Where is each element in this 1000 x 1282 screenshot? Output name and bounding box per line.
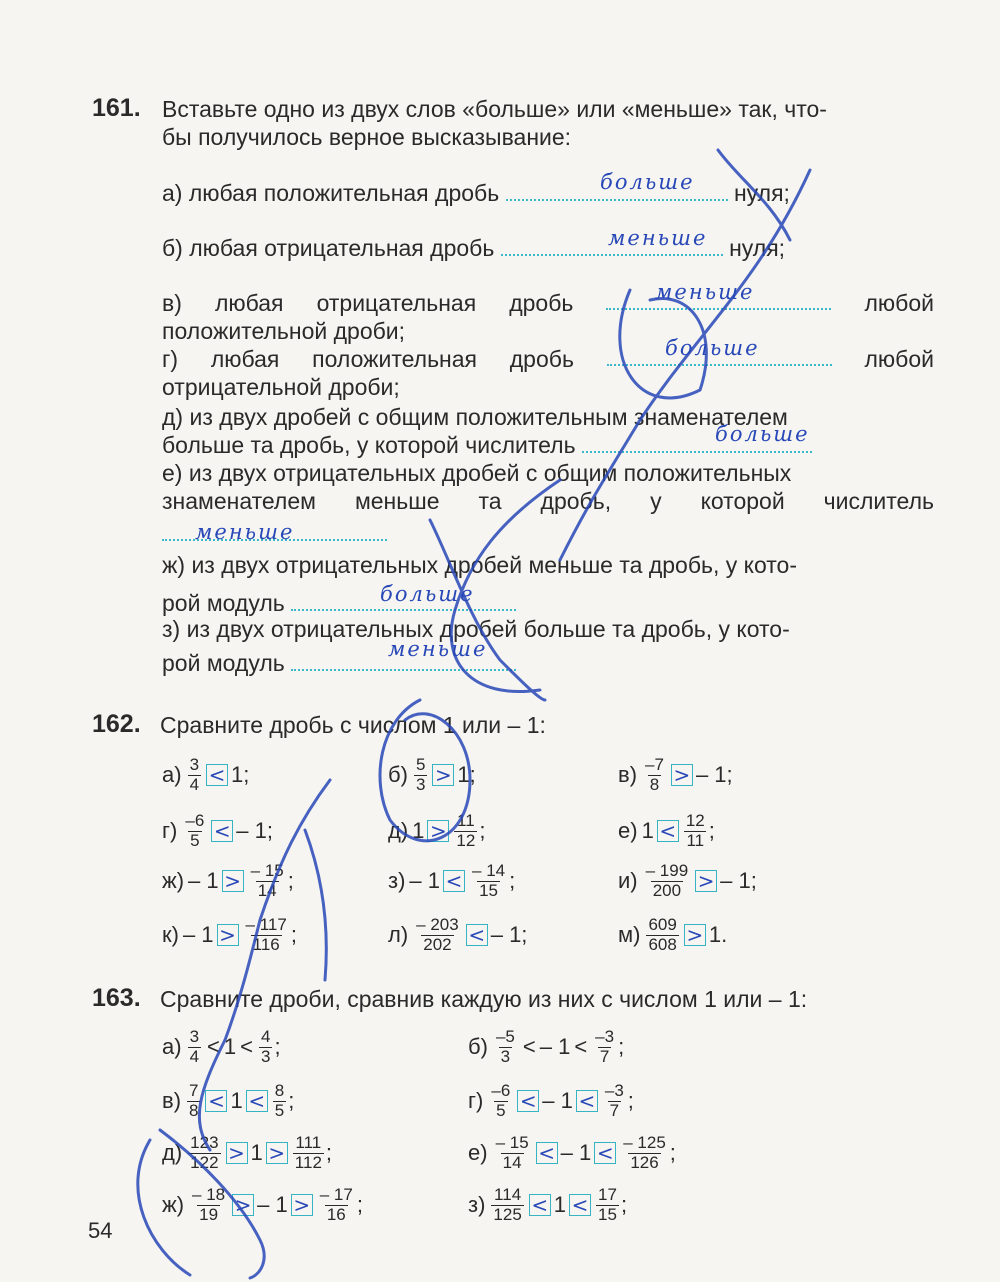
handwritten-answer-161b: меньше: [608, 226, 708, 250]
compare-box-163d-2[interactable]: >: [266, 1142, 288, 1164]
item-162e: е) 1 < $\frac{12}{11}$ ;: [618, 811, 715, 850]
compare-box-163d-1[interactable]: >: [226, 1142, 248, 1164]
item-161d-line2: больше та дробь, у которой числитель: [162, 432, 812, 459]
fraction: $\frac{17}{15}$: [598, 1185, 617, 1224]
compare-box-163e-1[interactable]: <: [536, 1142, 558, 1164]
fraction: $\frac{114}{125}$: [493, 1185, 522, 1224]
fraction: $\frac{3}{4}$: [189, 755, 200, 794]
fraction: $\frac{- 18}{19}$: [192, 1185, 226, 1224]
item-162m: м) $\frac{609}{608}$ > 1.: [618, 915, 728, 954]
handwritten-answer-161zh: больше: [380, 582, 475, 606]
item-161g: г) любая положительная дробь любой: [162, 346, 934, 372]
item-161g-line2: отрицательной дроби;: [162, 374, 400, 400]
fraction: $\frac{-5}{3}$: [495, 1027, 515, 1066]
compare-box-162m[interactable]: >: [684, 924, 706, 946]
scribble-stroke: [305, 830, 326, 980]
item-161b: б) любая отрицательная дробь нуля;: [162, 235, 786, 261]
handwritten-answer-161z: меньше: [388, 637, 488, 661]
fraction: $\frac{-6}{5}$: [185, 811, 205, 850]
fraction: $\frac{- 117}{116}$: [245, 915, 287, 954]
fraction: $\frac{-6}{5}$: [491, 1081, 511, 1120]
compare-box-162z[interactable]: <: [443, 870, 465, 892]
item-161a: а) любая положительная дробь нуля;: [162, 180, 790, 206]
compare-box-163g-2[interactable]: <: [576, 1090, 598, 1112]
item-163b: б) $\frac{-5}{3}$ < – 1 < $\frac{-3}{7}$ ;: [468, 1027, 625, 1066]
item-161e-line1: е) из двух отрицательных дробей с общим положительных: [162, 460, 792, 486]
item-162b: б) $\frac{5}{3}$ > 1;: [388, 755, 476, 794]
page-number: 54: [88, 1218, 113, 1243]
item-161e-line2: знаменателем меньше та дробь, у которой числитель: [162, 488, 934, 514]
item-161z-line1: з) из двух отрицательных дробей больше та дробь, у кото-: [162, 616, 790, 642]
exercise-161-intro-line2: бы получилось верное высказывание:: [162, 124, 572, 150]
fraction: $\frac{- 15}{14}$: [495, 1133, 529, 1172]
item-161z-line2: рой модуль: [162, 650, 516, 677]
item-161zh-line2: рой модуль: [162, 590, 516, 617]
compare-box-162a[interactable]: <: [206, 764, 228, 786]
fraction: $\frac{-7}{8}$: [645, 755, 664, 794]
fraction: $\frac{111}{112}$: [294, 1133, 322, 1172]
handwritten-answer-161a: больше: [600, 170, 695, 194]
compare-box-162l[interactable]: <: [466, 924, 488, 946]
exercise-162-number: 162.: [92, 710, 141, 738]
fraction: $\frac{-3}{7}$: [595, 1027, 615, 1066]
item-162zh: ж) – 1 > $\frac{- 15}{14}$ ;: [162, 861, 294, 900]
fraction: $\frac{- 203}{202}$: [416, 915, 459, 954]
item-162z: з) – 1 < $\frac{- 14}{15}$ ;: [388, 861, 516, 900]
fraction: $\frac{12}{11}$: [685, 811, 705, 850]
exercise-163-number: 163.: [92, 984, 141, 1012]
fraction: $\frac{- 17}{16}$: [319, 1185, 353, 1224]
exercise-161-intro-line1: Вставьте одно из двух слов «больше» или «меньше» так, что-: [162, 96, 827, 122]
fraction: $\frac{3}{4}$: [189, 1027, 200, 1066]
exercise-162-intro: Сравните дробь с числом 1 или – 1:: [160, 712, 546, 738]
item-163z: з) $\frac{114}{125}$ < 1 < $\frac{17}{15}$ ;: [468, 1185, 628, 1224]
item-163a: а) $\frac{3}{4}$ < 1 < $\frac{4}{3}$ ;: [162, 1027, 281, 1066]
compare-box-162b[interactable]: >: [432, 764, 454, 786]
fraction: $\frac{8}{5}$: [274, 1081, 285, 1120]
fraction: $\frac{- 125}{126}$: [623, 1133, 666, 1172]
item-163e: е) $\frac{- 15}{14}$ < – 1 < $\frac{- 125}{126}$ ;: [468, 1133, 676, 1172]
fraction: $\frac{7}{8}$: [189, 1081, 199, 1120]
exercise-163-intro: Сравните дроби, сравнив каждую из них с числом 1 или – 1:: [160, 986, 808, 1012]
fraction: $\frac{- 14}{15}$: [472, 861, 506, 900]
compare-box-163z-1[interactable]: <: [529, 1194, 551, 1216]
item-162d: д) 1 > $\frac{11}{12}$ ;: [388, 811, 486, 850]
handwritten-answer-161g: больше: [665, 336, 760, 360]
item-161v: в) любая отрицательная дробь любой: [162, 290, 934, 316]
item-163v: в) $\frac{7}{8}$ < 1 < $\frac{8}{5}$ ;: [162, 1081, 295, 1120]
fraction: $\frac{4}{3}$: [261, 1027, 271, 1066]
item-161zh-line1: ж) из двух отрицательных дробей меньше та дробь, у кото-: [162, 552, 797, 578]
item-163g: г) $\frac{-6}{5}$ < – 1 < $\frac{-3}{7}$ ;: [468, 1081, 634, 1120]
item-162a: а) $\frac{3}{4}$ < 1;: [162, 755, 250, 794]
item-161d-line1: д) из двух дробей с общим положительным знаменателем: [162, 404, 788, 430]
compare-box-162d[interactable]: >: [427, 820, 449, 842]
compare-box-162v[interactable]: >: [671, 764, 693, 786]
fraction: $\frac{- 15}{14}$: [250, 861, 284, 900]
item-161v-line2: положительной дроби;: [162, 318, 406, 344]
item-162g: г) $\frac{-6}{5}$ < – 1;: [162, 811, 273, 850]
handwritten-answer-161e: меньше: [195, 520, 295, 544]
compare-box-162i[interactable]: >: [695, 870, 717, 892]
item-162v: в) $\frac{-7}{8}$ > – 1;: [618, 755, 733, 794]
fraction: $\frac{5}{3}$: [415, 755, 426, 794]
compare-box-163z-2[interactable]: <: [569, 1194, 591, 1216]
compare-box-163zh-2[interactable]: >: [291, 1194, 313, 1216]
fraction: $\frac{11}{12}$: [456, 811, 476, 850]
compare-box-162g[interactable]: <: [211, 820, 233, 842]
compare-box-162k[interactable]: >: [217, 924, 239, 946]
handwritten-answer-161v: меньше: [655, 280, 755, 304]
compare-box-163e-2[interactable]: <: [594, 1142, 616, 1164]
item-163zh: ж) $\frac{- 18}{19}$ > – 1 > $\frac{- 17}{16}$ ;: [162, 1185, 363, 1224]
item-162k: к) – 1 > $\frac{- 117}{116}$ ;: [162, 915, 297, 954]
compare-box-163zh-1[interactable]: >: [232, 1194, 254, 1216]
fraction: $\frac{123}{122}$: [190, 1133, 219, 1172]
item-163d: д) $\frac{123}{122}$ > 1 > $\frac{111}{112}$ ;: [162, 1133, 333, 1172]
handwritten-answer-161d: больше: [715, 422, 810, 446]
compare-box-163g-1[interactable]: <: [517, 1090, 539, 1112]
fraction: $\frac{609}{608}$: [648, 915, 677, 954]
item-162i: и) $\frac{- 199}{200}$ > – 1;: [618, 861, 757, 900]
exercise-161-number: 161.: [92, 94, 141, 122]
compare-box-162e[interactable]: <: [657, 820, 679, 842]
compare-box-163v-1[interactable]: <: [205, 1090, 227, 1112]
fraction: $\frac{- 199}{200}$: [645, 861, 689, 900]
compare-box-162zh[interactable]: >: [222, 870, 244, 892]
item-162l: л) $\frac{- 203}{202}$ < – 1;: [388, 915, 528, 954]
fraction: $\frac{-3}{7}$: [604, 1081, 624, 1120]
compare-box-163v-2[interactable]: <: [246, 1090, 268, 1112]
